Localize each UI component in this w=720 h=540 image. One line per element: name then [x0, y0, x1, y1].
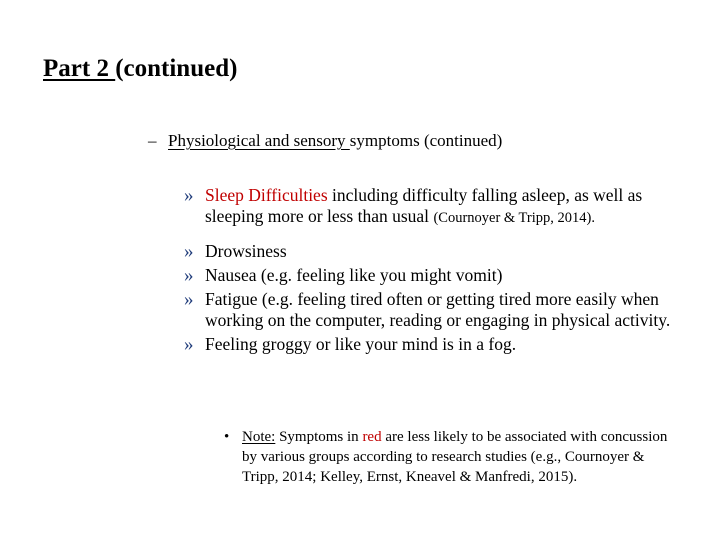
title-continued: (continued)	[115, 55, 238, 82]
note-text-rest: are less likely to be associated with concussion by various groups according to research studies (e.g., Cournoyer & Tripp, 2014; Kelley, Ernst, Kneavel & Manfredi, 2015).	[242, 429, 668, 485]
symptom-text: including difficulty falling asleep, as well as sleeping more or less than usual	[205, 185, 643, 226]
symptom-list	[184, 185, 684, 358]
list-item	[184, 241, 684, 262]
subheading-rest: symptoms (continued)	[349, 131, 503, 150]
bullet-marker: »	[184, 334, 194, 355]
list-item	[184, 265, 684, 286]
title-part: Part 2	[43, 55, 116, 82]
subheading-topic: Physiological and sensory	[168, 131, 350, 150]
bullet-marker: »	[184, 289, 194, 310]
bullet-marker: »	[184, 185, 194, 206]
citation: (Cournoyer & Tripp, 2014).	[433, 210, 595, 226]
list-item	[184, 185, 684, 229]
symptom-text: Fatigue (e.g. feeling tired often or getting tired more easily when working on the computer, reading or engaging in physical activity.	[205, 289, 671, 330]
bullet-marker: »	[184, 241, 194, 262]
symptom-text: Drowsiness	[205, 241, 287, 261]
note-label: Note:	[242, 429, 276, 445]
list-item	[184, 334, 684, 355]
list-item	[184, 289, 684, 331]
slide-title	[43, 53, 237, 85]
note-text: Symptoms in	[275, 429, 363, 445]
bullet-marker: »	[184, 265, 194, 286]
dash-marker: –	[148, 131, 157, 150]
footnote	[224, 427, 674, 487]
symptom-text: Feeling groggy or like your mind is in a fog.	[205, 334, 517, 354]
symptom-text: Nausea (e.g. feeling like you might vomit)	[205, 265, 503, 285]
footnote-body	[224, 427, 674, 487]
section-subheading	[148, 129, 502, 153]
footnote-bullet: •	[224, 429, 230, 445]
symptom-highlight: Sleep Difficulties	[205, 185, 328, 205]
note-red-word: red	[362, 429, 382, 445]
